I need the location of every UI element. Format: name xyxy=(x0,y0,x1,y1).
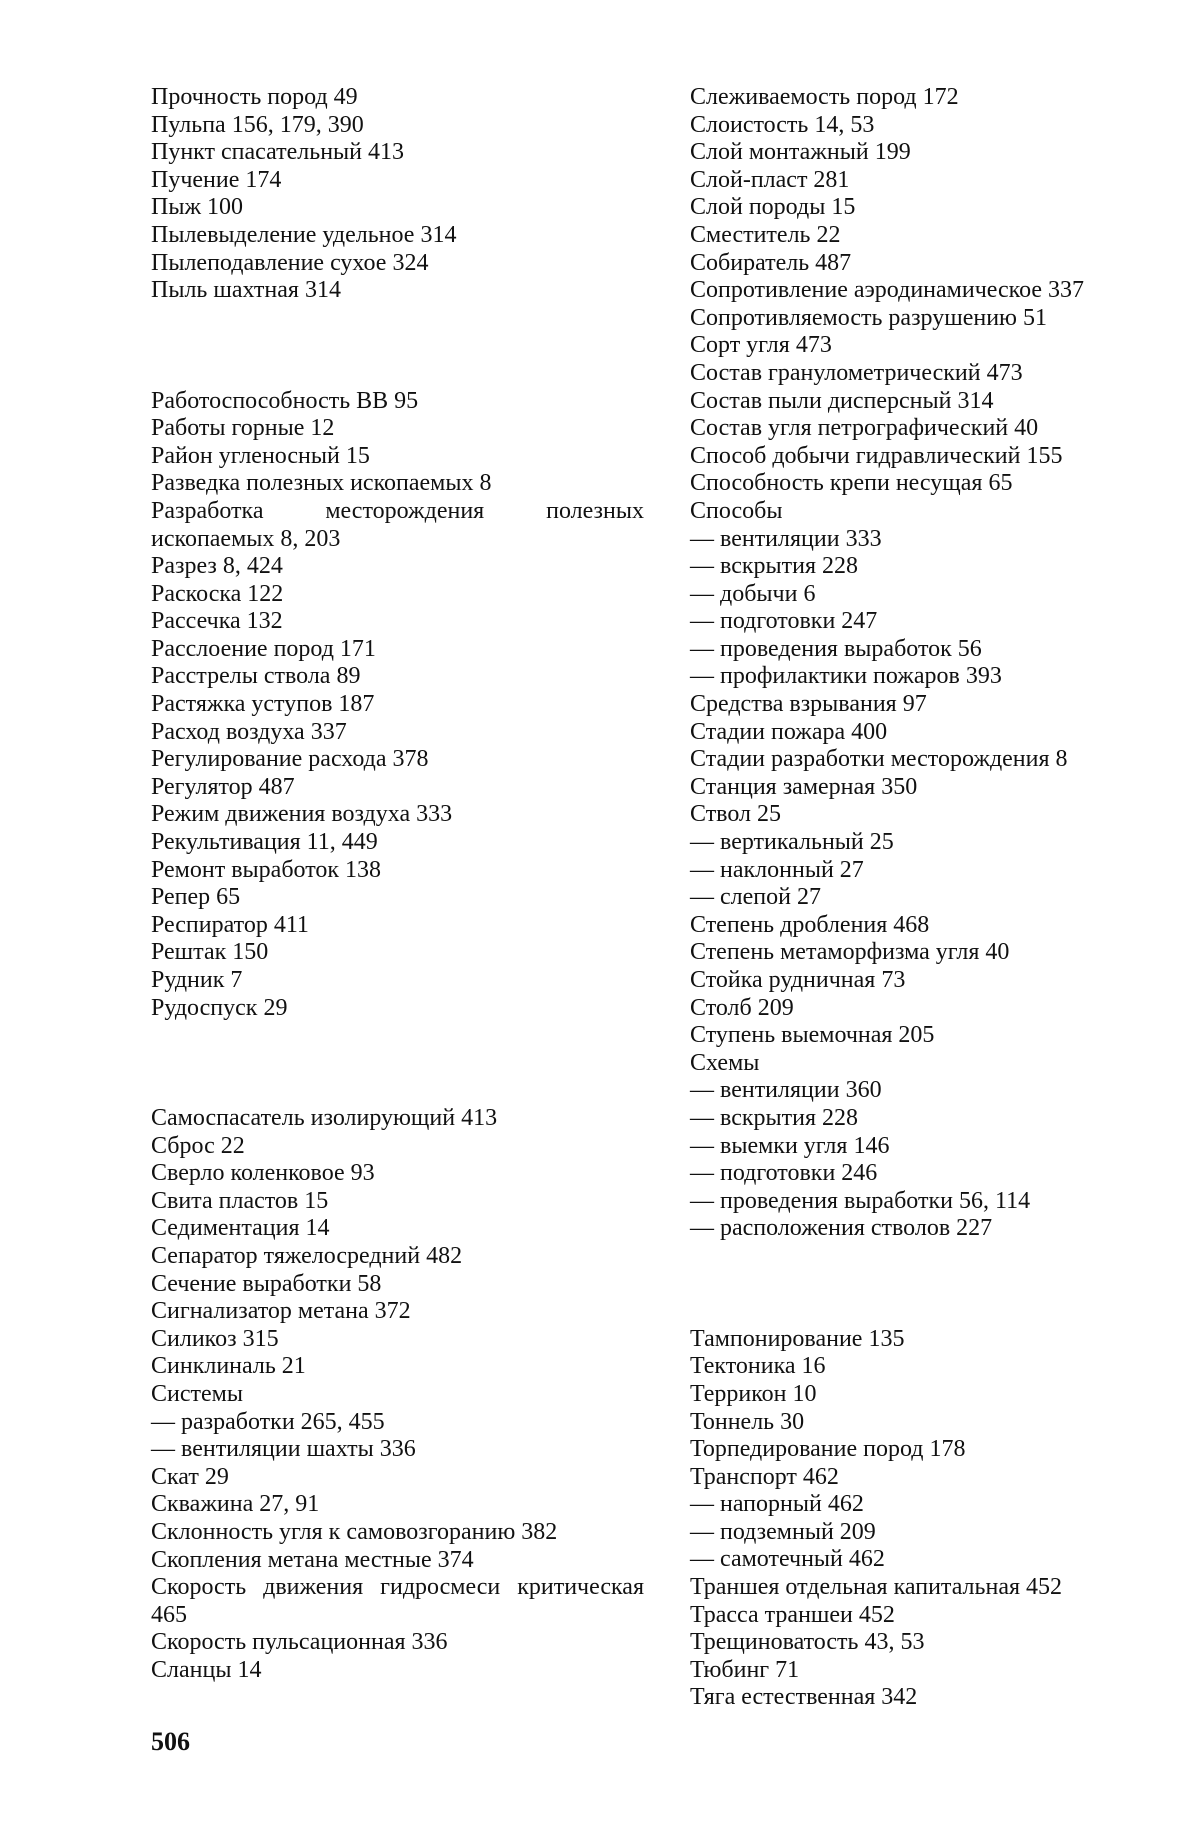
index-entry: Респиратор 411 xyxy=(151,911,309,938)
index-entry: Слеживаемость пород 172 xyxy=(690,84,959,110)
index-entry: Скважина 27, 91 xyxy=(151,1491,320,1518)
index-entry: Тектоника 16 xyxy=(690,1353,826,1380)
index-entry: Разработка месторождения полезных ископаемых 8, 203 xyxy=(151,497,644,552)
index-entry: Седиментация 14 xyxy=(151,1215,330,1242)
index-entry: — выемки угля 146 xyxy=(690,1132,890,1159)
index-entry: Схемы xyxy=(690,1049,760,1076)
index-entry: — подготовки 247 xyxy=(690,608,878,635)
index-entry: Расстрелы ствола 89 xyxy=(151,663,361,690)
index-entry: Ступень выемочная 205 xyxy=(690,1022,935,1049)
index-entry: Регулирование расхода 378 xyxy=(151,746,429,773)
index-entry: Рудник 7 xyxy=(151,967,243,994)
index-entry: Тюбинг 71 xyxy=(690,1656,800,1683)
index-entry: Торпедирование пород 178 xyxy=(690,1436,966,1463)
index-entry: Силикоз 315 xyxy=(151,1325,279,1352)
index-entry: Пылеподавление сухое 324 xyxy=(151,249,429,276)
index-entry: Самоспасатель изолирующий 413 xyxy=(151,1105,498,1131)
index-entry: Свита пластов 15 xyxy=(151,1187,329,1214)
index-entry: Скорость движения гидросмеси критическая 465 xyxy=(151,1574,644,1628)
index-entry: Тампонирование 135 xyxy=(690,1325,905,1352)
index-entry: — напорный 462 xyxy=(690,1491,864,1518)
index-entry: Пункт спасательный 413 xyxy=(151,139,405,166)
index-entry: Слоистость 14, 53 xyxy=(690,111,875,138)
index-entry: Скат 29 xyxy=(151,1463,229,1490)
index-entry: — вентиляции 360 xyxy=(690,1077,882,1104)
index-entry: Тяга естественная 342 xyxy=(690,1684,918,1711)
index-entry: Сопротивляемость разрушению 51 xyxy=(690,304,1047,331)
index-entry: Пучение 174 xyxy=(151,166,282,193)
index-entry: Ствол 25 xyxy=(690,801,782,828)
index-entry: Рештак 150 xyxy=(151,939,269,966)
index-entry: Расход воздуха 337 xyxy=(151,718,347,745)
index-entry: Расслоение пород 171 xyxy=(151,635,376,662)
index-entry: Синклиналь 21 xyxy=(151,1353,306,1380)
index-entry: Состав пыли дисперсный 314 xyxy=(690,387,994,414)
index-entry: Разрез 8, 424 xyxy=(151,553,283,580)
index-entry: Системы xyxy=(151,1380,243,1407)
index-entry: Режим движения воздуха 333 xyxy=(151,801,453,828)
index-entry: Рассечка 132 xyxy=(151,608,283,635)
index-entry: — проведения выработок 56 xyxy=(690,635,982,662)
index-entry: Сигнализатор метана 372 xyxy=(151,1298,411,1325)
index-entry: Стадии разработки месторождения 8 xyxy=(690,746,1068,773)
index-entry: Траншея отдельная капитальная 452 xyxy=(690,1574,1063,1601)
index-entry: Раскоска 122 xyxy=(151,580,284,607)
index-entry: Стойка рудничная 73 xyxy=(690,967,906,993)
index-entry: Трасса траншеи 452 xyxy=(690,1601,895,1628)
index-entry: — самотечный 462 xyxy=(690,1546,885,1573)
index-entry: Трещиноватость 43, 53 xyxy=(690,1629,925,1656)
index-entry: Ремонт выработок 138 xyxy=(151,856,382,883)
index-entry: Скорость пульсационная 336 xyxy=(151,1629,448,1656)
index-entry: Прочность пород 49 xyxy=(151,84,358,110)
index-entry: Сместитель 22 xyxy=(690,221,841,248)
index-entry: — вскрытия 228 xyxy=(690,553,858,580)
index-entry: Собиратель 487 xyxy=(690,249,852,276)
index-entry: Разведка полезных ископаемых 8 xyxy=(151,470,492,497)
index-entry: — вентиляции шахты 336 xyxy=(151,1436,416,1463)
index-entry: Склонность угля к самовозгоранию 382 xyxy=(151,1518,558,1545)
index-entry: — добычи 6 xyxy=(690,580,816,607)
index-entry: Слой-пласт 281 xyxy=(690,166,850,193)
letter-section-gap xyxy=(151,1022,644,1105)
letter-section-gap xyxy=(690,1243,1185,1326)
index-entry: Регулятор 487 xyxy=(151,773,295,800)
index-entry: Транспорт 462 xyxy=(690,1463,839,1490)
index-entry: — вертикальный 25 xyxy=(690,829,894,856)
index-entry: Способ добычи гидравлический 155 xyxy=(690,442,1063,469)
index-entry: Сброс 22 xyxy=(151,1132,245,1159)
index-entry: Степень дробления 468 xyxy=(690,911,930,938)
index-entry: Рекультивация 11, 449 xyxy=(151,829,378,856)
index-entry: Пыль шахтная 314 xyxy=(151,277,341,304)
index-entry: Репер 65 xyxy=(151,884,241,911)
page-number: 506 xyxy=(151,1727,190,1756)
index-entry: — вентиляции 333 xyxy=(690,525,882,552)
index-entry: Способность крепи несущая 65 xyxy=(690,470,1013,497)
index-entry: Стадии пожара 400 xyxy=(690,718,888,745)
index-entry: Сепаратор тяжелосредний 482 xyxy=(151,1242,463,1269)
index-entry: Район угленосный 15 xyxy=(151,442,370,469)
index-entry: — профилактики пожаров 393 xyxy=(690,663,1002,690)
index-entry: Состав гранулометрический 473 xyxy=(690,359,1023,386)
index-entry: Пыж 100 xyxy=(151,194,244,221)
letter-section-gap xyxy=(151,305,644,388)
index-entry: — наклонный 27 xyxy=(690,856,864,883)
index-entry: Террикон 10 xyxy=(690,1380,817,1407)
index-entry: Сорт угля 473 xyxy=(690,332,832,359)
index-entry: Средства взрывания 97 xyxy=(690,691,927,718)
index-entry: Работоспособность ВВ 95 xyxy=(151,387,419,414)
index-column-left xyxy=(151,84,644,1684)
index-entry: — разработки 265, 455 xyxy=(151,1408,385,1435)
index-entry: Скопления метана местные 374 xyxy=(151,1546,474,1573)
index-entry: — подземный 209 xyxy=(690,1518,876,1545)
index-column-right xyxy=(690,84,1185,1712)
index-entry: Пульпа 156, 179, 390 xyxy=(151,111,364,138)
index-entry: — проведения выработки 56, 114 xyxy=(690,1187,1031,1214)
index-entry: Сечение выработки 58 xyxy=(151,1270,382,1297)
index-entry: Сопротивление аэродинамическое 337 xyxy=(690,277,1085,304)
index-entry: Рудоспуск 29 xyxy=(151,994,288,1021)
index-entry: — подготовки 246 xyxy=(690,1160,878,1187)
index-entry: Станция замерная 350 xyxy=(690,773,918,800)
index-entry: Пылевыделение удельное 314 xyxy=(151,221,457,248)
index-entry: Растяжка уступов 187 xyxy=(151,691,375,718)
index-entry: — слепой 27 xyxy=(690,884,821,911)
index-entry: Сверло коленковое 93 xyxy=(151,1160,375,1187)
index-entry: Слой породы 15 xyxy=(690,194,856,221)
index-entry: — вскрытия 228 xyxy=(690,1104,858,1131)
index-entry: Слой монтажный 199 xyxy=(690,139,911,166)
index-entry: Состав угля петрографический 40 xyxy=(690,415,1039,442)
index-entry: — расположения стволов 227 xyxy=(690,1215,993,1242)
index-entry: Тоннель 30 xyxy=(690,1408,805,1435)
index-entry: Работы горные 12 xyxy=(151,415,335,442)
index-entry: Степень метаморфизма угля 40 xyxy=(690,939,1010,966)
index-entry: Способы xyxy=(690,497,783,524)
index-entry: Сланцы 14 xyxy=(151,1656,262,1683)
index-entry: Столб 209 xyxy=(690,994,794,1021)
